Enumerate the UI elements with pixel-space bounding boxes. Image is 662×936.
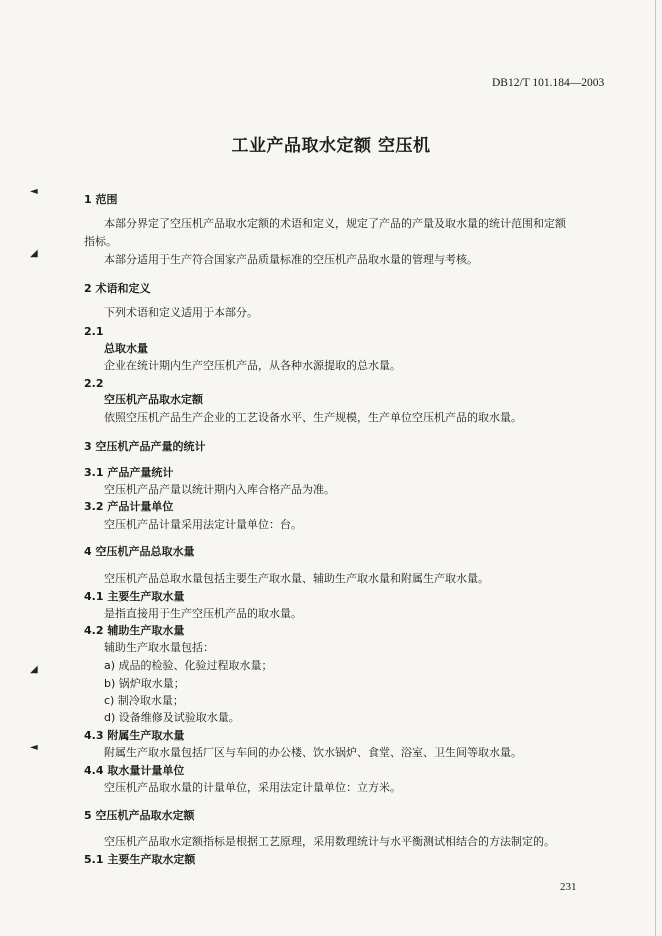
body-text-line: b) 锅炉取水量； bbox=[104, 677, 185, 690]
section-heading: 2 术语和定义 bbox=[84, 282, 151, 295]
body-text-line: c) 制冷取水量； bbox=[104, 694, 184, 707]
body-text-line: 空压机产品产量以统计期内入库合格产品为准。 bbox=[104, 483, 335, 496]
body-text-line: 下列术语和定义适用于本部分。 bbox=[104, 306, 258, 319]
body-text-line: 本部分适用于生产符合国家产品质量标准的空压机产品取水量的管理与考核。 bbox=[104, 253, 478, 266]
section-heading: 4.3 附属生产取水量 bbox=[84, 729, 185, 742]
section-heading: 总取水量 bbox=[104, 342, 148, 355]
body-text-line: 依照空压机产品生产企业的工艺设备水平、生产规模，生产单位空压机产品的取水量。 bbox=[104, 411, 522, 424]
section-heading: 4 空压机产品总取水量 bbox=[84, 545, 195, 558]
standard-code: DB12/T 101.184—2003 bbox=[492, 77, 605, 89]
binding-mark: ◄ bbox=[30, 742, 38, 753]
section-heading: 4.2 辅助生产取水量 bbox=[84, 624, 185, 637]
section-heading: 空压机产品取水定额 bbox=[104, 393, 203, 406]
binding-mark: ◄ bbox=[30, 186, 38, 197]
body-text-line: a) 成品的检验、化验过程取水量； bbox=[104, 659, 273, 672]
body-text-line: 附属生产取水量包括厂区与车间的办公楼、饮水锅炉、食堂、浴室、卫生间等取水量。 bbox=[104, 746, 522, 759]
section-heading: 3.1 产品产量统计 bbox=[84, 466, 174, 479]
body-text-line: 指标。 bbox=[84, 235, 117, 248]
binding-mark: ◢ bbox=[30, 664, 38, 675]
binding-mark: ◢ bbox=[30, 248, 38, 259]
section-heading: 4.1 主要生产取水量 bbox=[84, 590, 185, 603]
body-text-line: 空压机产品取水量的计量单位，采用法定计量单位：立方米。 bbox=[104, 781, 401, 794]
section-heading: 5.1 主要生产取水定额 bbox=[84, 853, 196, 866]
document-title: 工业产品取水定额 空压机 bbox=[231, 136, 431, 156]
section-heading: 2.2 bbox=[84, 377, 104, 390]
section-heading: 5 空压机产品取水定额 bbox=[84, 809, 195, 822]
body-text-line: 空压机产品总取水量包括主要生产取水量、辅助生产取水量和附属生产取水量。 bbox=[104, 572, 489, 585]
body-text-line: 辅助生产取水量包括： bbox=[104, 641, 214, 654]
body-text-line: 是指直接用于生产空压机产品的取水量。 bbox=[104, 607, 302, 620]
body-text-line: 企业在统计期内生产空压机产品，从各种水源提取的总水量。 bbox=[104, 359, 401, 372]
page-number: 231 bbox=[560, 881, 577, 893]
section-heading: 1 范围 bbox=[84, 193, 118, 206]
section-heading: 3 空压机产品产量的统计 bbox=[84, 440, 206, 453]
section-heading: 2.1 bbox=[84, 325, 104, 338]
body-text-line: d) 设备维修及试验取水量。 bbox=[104, 711, 240, 724]
body-text-line: 空压机产品计量采用法定计量单位：台。 bbox=[104, 518, 302, 531]
body-text-line: 本部分界定了空压机产品取水定额的术语和定义，规定了产品的产量及取水量的统计范围和定额 bbox=[104, 217, 566, 230]
section-heading: 4.4 取水量计量单位 bbox=[84, 764, 185, 777]
section-heading: 3.2 产品计量单位 bbox=[84, 500, 174, 513]
body-text-line: 空压机产品取水定额指标是根据工艺原理，采用数理统计与水平衡测试相结合的方法制定的。 bbox=[104, 835, 555, 848]
